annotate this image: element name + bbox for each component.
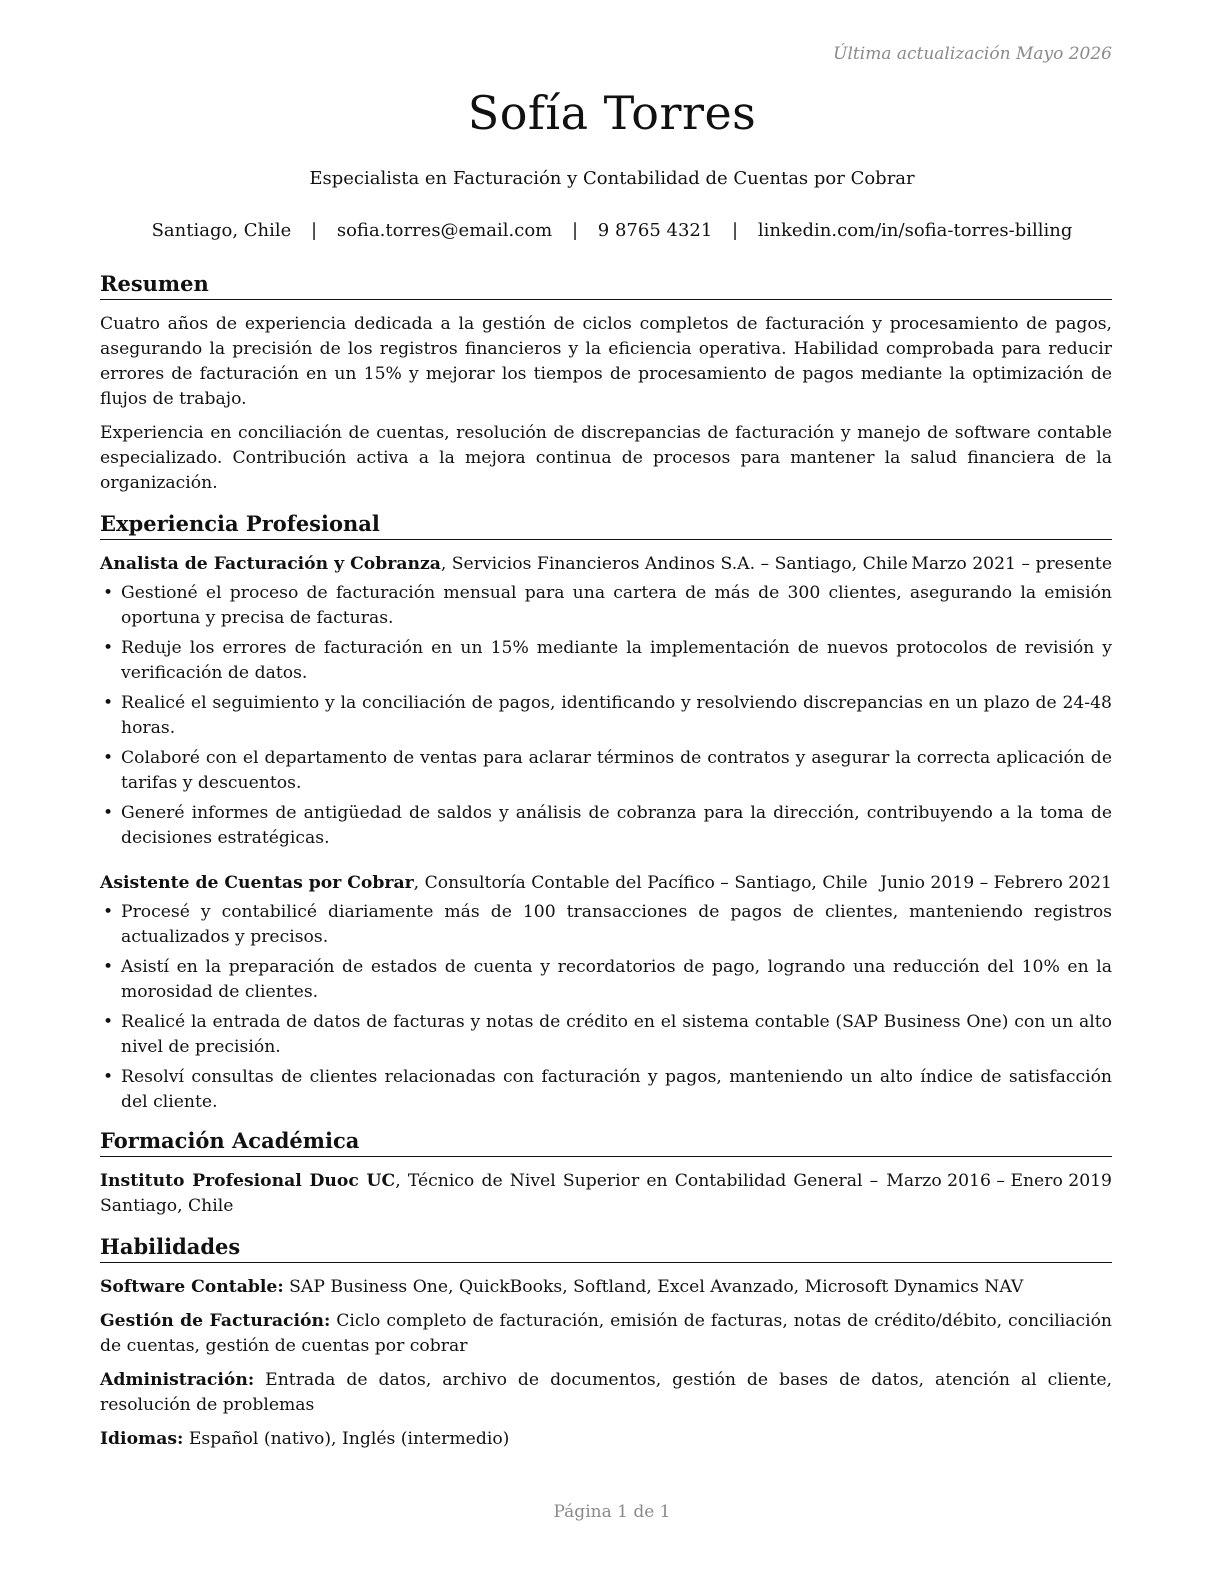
candidate-name: Sofía Torres bbox=[467, 86, 757, 140]
job-dates: Marzo 2021 – presente bbox=[911, 554, 1112, 574]
list-item bbox=[100, 691, 1112, 741]
skill-label: Gestión de Facturación: bbox=[100, 1311, 331, 1331]
contact-separator: | bbox=[571, 220, 579, 241]
list-item bbox=[100, 1010, 1112, 1060]
contact-separator: | bbox=[311, 220, 318, 241]
summary-paragraph: Experiencia en conciliación de cuentas, resolución de discrepancias de facturación y manejo de software contable especializado. Contribución activa a la mejora continua de procesos para mantener la salud financiera de la organización. bbox=[100, 423, 1112, 493]
section-title-skills: Habilidades bbox=[100, 1233, 1112, 1263]
bullet-text: Asistí en la preparación de estados de cuenta y recordatorios de pago, logrando una reducción del 10% en la morosidad de clientes. bbox=[121, 957, 1112, 1002]
list-item bbox=[100, 801, 1112, 851]
bullet-icon: • bbox=[103, 638, 114, 658]
job-bullets bbox=[100, 581, 1112, 851]
job-header bbox=[100, 552, 1112, 577]
bullet-icon: • bbox=[103, 902, 114, 922]
job-dates: Junio 2019 – Febrero 2021 bbox=[880, 873, 1112, 893]
skill-label: Software Contable: bbox=[100, 1277, 284, 1297]
skill-label: Idiomas: bbox=[100, 1429, 184, 1449]
bullet-icon: • bbox=[103, 1067, 114, 1087]
bullet-text: Procesé y contabilicé diariamente más de 100 transacciones de pagos de clientes, manteniendo registros actualizados y precisos. bbox=[121, 902, 1112, 947]
skill-row bbox=[100, 1427, 1112, 1452]
bullet-icon: • bbox=[103, 748, 114, 768]
list-item bbox=[100, 746, 1112, 796]
contact-location: Santiago, Chile bbox=[151, 220, 292, 241]
education-degree: , Técnico de Nivel Superior en Contabilidad General – Santiago, Chile bbox=[100, 1171, 879, 1216]
education-dates: Marzo 2016 – Enero 2019 bbox=[886, 1171, 1112, 1191]
list-item bbox=[100, 900, 1112, 950]
list-item bbox=[100, 955, 1112, 1005]
list-item bbox=[100, 1065, 1112, 1115]
education-institution: Instituto Profesional Duoc UC bbox=[100, 1171, 396, 1191]
job-company: , Consultoría Contable del Pacífico – Santiago, Chile bbox=[413, 873, 868, 893]
skill-text: SAP Business One, QuickBooks, Softland, Excel Avanzado, Microsoft Dynamics NAV bbox=[283, 1277, 1024, 1297]
bullet-text: Resolví consultas de clientes relacionadas con facturación y pagos, manteniendo un alto índice de satisfacción del cliente. bbox=[121, 1067, 1112, 1112]
job-header bbox=[100, 871, 1112, 896]
section-title-experience: Experiencia Profesional bbox=[100, 510, 1112, 540]
skill-text: Entrada de datos, archivo de documentos, gestión de bases de datos, atención al cliente, resolución de problemas bbox=[100, 1370, 1112, 1415]
bullet-text: Realicé la entrada de datos de facturas y notas de crédito en el sistema contable (SAP Business One) con un alto nivel de precisión. bbox=[121, 1012, 1112, 1057]
bullet-icon: • bbox=[103, 1012, 114, 1032]
contact-separator: | bbox=[732, 220, 739, 241]
contact-linkedin[interactable]: linkedin.com/in/sofia-torres-billing bbox=[757, 220, 1073, 241]
job-role: Asistente de Cuentas por Cobrar bbox=[100, 873, 414, 893]
bullet-icon: • bbox=[103, 583, 114, 603]
skill-text: Ciclo completo de facturación, emisión de facturas, notas de crédito/débito, conciliación de cuentas, gestión de cuentas por cobrar bbox=[100, 1311, 1112, 1356]
job-company: , Servicios Financieros Andinos S.A. – Santiago, Chile bbox=[440, 554, 908, 574]
page-number: Página 1 de 1 bbox=[553, 1502, 671, 1522]
bullet-icon: • bbox=[103, 693, 114, 713]
job-role: Analista de Facturación y Cobranza bbox=[100, 554, 441, 574]
section-title-education: Formación Académica bbox=[100, 1127, 1112, 1157]
bullet-text: Gestioné el proceso de facturación mensual para una cartera de más de 300 clientes, asegurando la emisión oportuna y precisa de facturas. bbox=[121, 583, 1112, 628]
job-entry bbox=[100, 871, 1112, 1115]
last-updated: Última actualización Mayo 2026 bbox=[833, 44, 1112, 64]
bullet-text: Colaboré con el departamento de ventas para aclarar términos de contratos y asegurar la correcta aplicación de tarifas y descuentos. bbox=[121, 748, 1112, 793]
contact-line bbox=[0, 220, 1224, 241]
skill-row bbox=[100, 1275, 1112, 1300]
contact-email[interactable]: sofia.torres@email.com bbox=[336, 220, 553, 241]
skill-text: Español (nativo), Inglés (intermedio) bbox=[183, 1429, 510, 1449]
bullet-text: Realicé el seguimiento y la conciliación de pagos, identificando y resolviendo discrepancias en un plazo de 24-48 horas. bbox=[121, 693, 1112, 738]
job-title-company bbox=[100, 552, 908, 577]
list-item bbox=[100, 636, 1112, 686]
skill-row bbox=[100, 1368, 1112, 1418]
bullet-icon: • bbox=[103, 803, 114, 823]
section-title-summary: Resumen bbox=[100, 270, 1112, 300]
job-entry bbox=[100, 552, 1112, 851]
list-item bbox=[100, 581, 1112, 631]
contact-phone: 9 8765 4321 bbox=[597, 220, 713, 241]
bullet-text: Generé informes de antigüedad de saldos y análisis de cobranza para la dirección, contribuyendo a la toma de decisiones estratégicas. bbox=[121, 803, 1112, 848]
summary-paragraph: Cuatro años de experiencia dedicada a la gestión de ciclos completos de facturación y procesamiento de pagos, asegurando la precisión de los registros financieros y la eficiencia operativa. Habilidad comprobada para reducir errores de facturación en un 15% y mejorar los tiempos de procesamiento de pagos mediante la optimización de flujos de trabajo. bbox=[100, 314, 1112, 409]
education-entry bbox=[100, 1169, 1112, 1219]
skill-row bbox=[100, 1309, 1112, 1359]
skill-label: Administración: bbox=[100, 1370, 255, 1390]
candidate-subtitle: Especialista en Facturación y Contabilidad de Cuentas por Cobrar bbox=[309, 168, 915, 189]
job-bullets bbox=[100, 900, 1112, 1115]
resume-content bbox=[100, 270, 1112, 1461]
bullet-icon: • bbox=[103, 957, 114, 977]
bullet-text: Reduje los errores de facturación en un 15% mediante la implementación de nuevos protocolos de revisión y verificación de datos. bbox=[121, 638, 1112, 683]
job-title-company bbox=[100, 871, 868, 896]
